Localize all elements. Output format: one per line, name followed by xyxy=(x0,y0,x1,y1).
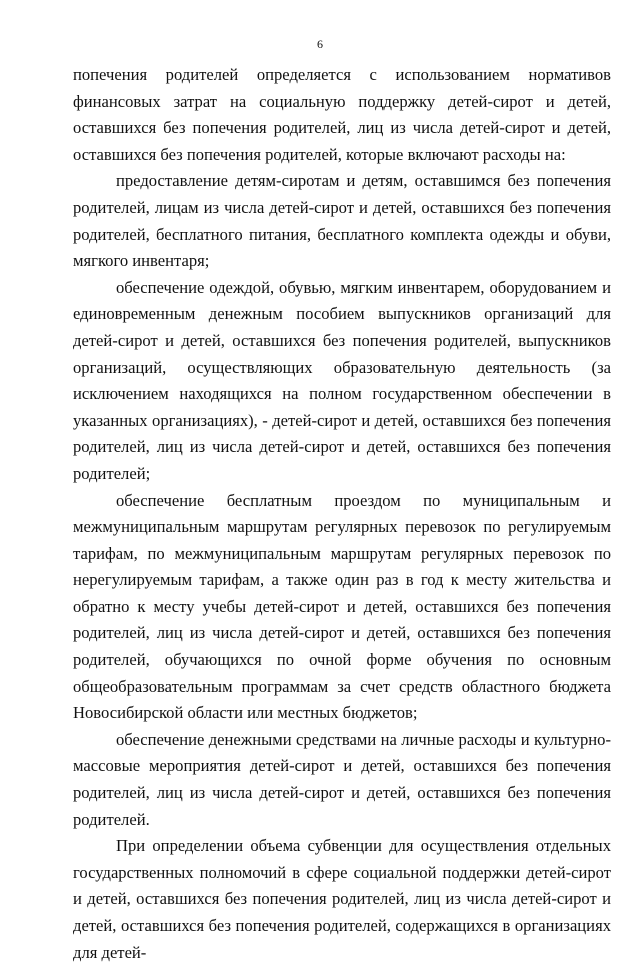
paragraph-continuation: попечения родителей определяется с использованием нормативов финансовых затрат на социальную поддержку детей-сирот и детей, оставшихся без попечения родителей, лиц из числа детей-сирот и детей, оставшихся без попечения родителей, которые включают расходы на: xyxy=(73,65,611,164)
paragraph-meals-clothing: предоставление детям-сиротам и детям, оставшимся без попечения родителей, лицам из числа детей-сирот и детей, оставшихся без попечения родителей, бесплатного питания, бесплатного комплекта одежды и обуви, мягкого инвентаря; xyxy=(73,171,611,271)
paragraph-graduates-support: обеспечение одеждой, обувью, мягким инвентарем, оборудованием и единовременным денежным пособием выпускников организаций для детей-сирот и детей, оставшихся без попечения родителей, выпускников организаций, осуществляющих образовательную деятельность (за исключением находящихся на полном государственном обеспечении в указанных организациях), - детей-сирот и детей, оставшихся без попечения родителей, лиц из числа детей-сирот и детей, оставшихся без попечения родителей; xyxy=(73,277,611,483)
paragraph-free-transport: обеспечение бесплатным проездом по муниципальным и межмуниципальным маршрутам регулярных перевозок по регулируемым тарифам, по межмуниципальным маршрутам регулярных перевозок по нерегулируемым тарифам, а также один раз в год к месту жительства и обратно к месту учебы детей-сирот и детей, оставшихся без попечения родителей, лиц из числа детей-сирот и детей, оставшихся без попечения родителей, обучающихся по очной форме обучения по основным общеобразовательным программам за счет средств областного бюджета Новосибирской области или местных бюджетов; xyxy=(73,490,611,723)
paragraph-subvention: При определении объема субвенции для осуществления отдельных государственных полномочий в сфере социальной поддержки детей-сирот и детей, оставшихся без попечения родителей, лиц из числа детей-сирот и детей, оставшихся без попечения родителей, содержащихся в организациях для детей- xyxy=(73,836,611,962)
document-body xyxy=(73,62,611,966)
page-number: 6 xyxy=(317,37,323,51)
paragraph-personal-expenses: обеспечение денежными средствами на личные расходы и культурно-массовые мероприятия детей-сирот и детей, оставшихся без попечения родителей, лиц из числа детей-сирот и детей, оставшихся без попечения родителей. xyxy=(73,729,611,829)
